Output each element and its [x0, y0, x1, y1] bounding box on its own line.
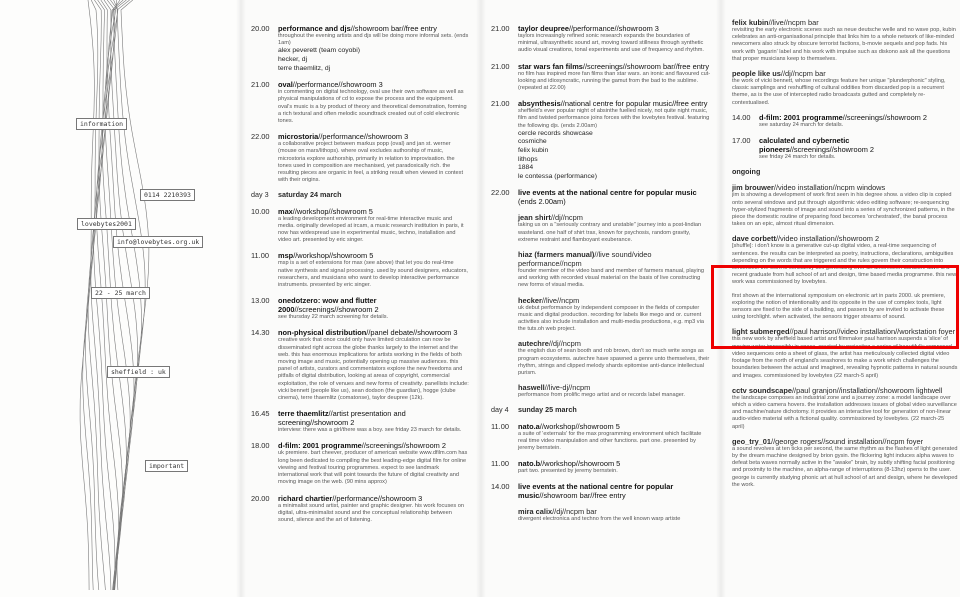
event-title: non-physical distribution — [278, 328, 367, 338]
sub-heading — [732, 327, 958, 336]
cover-strip — [0, 0, 240, 597]
event-entry — [491, 188, 711, 206]
event-entry — [491, 99, 711, 181]
sub-heading — [518, 296, 711, 305]
sub-title: hecker — [518, 295, 542, 305]
sub-title: jean shirt — [518, 213, 551, 223]
sub-entry — [732, 234, 958, 286]
day-heading — [251, 191, 469, 198]
event-body — [278, 494, 469, 525]
event-entry — [251, 441, 469, 486]
event-entry — [251, 251, 469, 289]
event-heading — [518, 62, 711, 71]
sub-title: dave corbett — [732, 234, 776, 244]
sub-description: the work of vicki bennett, whose recordings feature her unique "plunderphonic" styling, classic samplings and reshuffling of cultural oddities from discarded pop is a recurrent theme, as is the use of intercepted radio broadcasts gutted and completely re-contextualised. — [732, 78, 946, 106]
tag-important: important — [145, 460, 188, 472]
event-time: 22.00 — [251, 132, 270, 142]
sub-entry — [732, 69, 958, 107]
event-title: absynthesis — [518, 99, 561, 109]
event-description: uk premiere. bart cheever, producer of american website www.dfilm.com has long been dedicated to compiling the best leading-edge digital film for online viewing and festival touring programmes. expect to see landmark international work that will point towards the future of digital creativity and moving image on the web. (90 mins approx) — [278, 450, 468, 486]
sub-entry — [518, 339, 711, 377]
event-description: taylors increasingly refined sonic research expands the boundaries of minimal, ultrasynthetic sound art, moving toward stillness through synthetic audio visual creations, tonal experiments and use of frequency and rhythm. — [518, 33, 704, 54]
event-entry — [491, 24, 711, 55]
sub-heading — [732, 234, 958, 243]
tag-email[interactable]: info@lovebytes.org.uk — [113, 236, 203, 248]
sub-entry — [518, 296, 711, 334]
tag-information: information — [76, 118, 127, 130]
event-meta: (ends 2.00am) — [518, 197, 566, 207]
sub-title: people like us — [732, 69, 781, 79]
event-time: 20.00 — [251, 493, 270, 503]
tag-phone: 0114 2210393 — [140, 189, 195, 201]
event-description: see friday 24 march for details. — [759, 154, 836, 161]
sub-heading — [518, 507, 711, 516]
event-lineup-item: alex peverett (team coyobi) — [278, 47, 360, 55]
sub-heading — [732, 183, 958, 192]
event-title: calculated and cybernetic pioneers — [759, 136, 850, 155]
event-body — [278, 80, 469, 125]
event-time: 11.00 — [251, 251, 269, 261]
sub-description: a sound revolves at ten ticks per second, the same rhythm as the flashes of light generated by the dream machine designed by brion gysin. the flickering light induces alpha waves to defeat beta waves normally active in the "awake" brain, by subtly shifting facial positioning and proximity to the machine, an alpha-range of interruptions (8-13hz) opens to the user. george is currently studying phonic art at hull school of art and design, where he developed the work. — [732, 445, 958, 488]
event-body — [278, 296, 469, 321]
event-heading — [278, 80, 469, 89]
tag-lovebytes: lovebytes2001 — [77, 218, 136, 230]
event-meta: //workshop//showroom 5 — [539, 421, 620, 431]
sub-meta: //dj//ncpm bar — [780, 69, 826, 79]
event-body — [518, 459, 711, 475]
event-body — [518, 188, 711, 206]
event-time: 17.00 — [732, 136, 751, 146]
event-description: no film has inspired more fan films than star wars. an ironic and flavoured cut-looking and idiosyncratic, running the gamut from the bad to the sublime. (repeated at 22.00) — [518, 70, 711, 92]
event-heading — [278, 441, 469, 450]
event-meta: //performance//showroom 3 — [332, 493, 423, 503]
event-description: interview: there was a girl/there was a boy. see friday 23 march for details. — [278, 427, 462, 434]
event-title: nato.a — [518, 421, 540, 431]
event-time: 14.00 — [732, 112, 751, 122]
sub-heading — [732, 69, 958, 78]
event-heading — [759, 113, 958, 122]
event-heading — [278, 328, 469, 337]
event-entry — [491, 422, 711, 453]
event-entry — [251, 328, 469, 402]
event-time: 18.00 — [251, 441, 270, 451]
sub-description: divergent electronica and techno from the well known warp artiste — [518, 516, 681, 523]
event-description: a minimalist sound artist, painter and graphic designer. his work focuses on digital, ultra-minimalist sound and the conceptual relationship between sound, silence and the art of listening. — [278, 502, 464, 523]
event-title: nato.b — [518, 459, 541, 469]
sub-meta: //paul harrison//video installation//workstation foyer — [789, 327, 956, 337]
event-meta: //performance//showroom 3 — [292, 80, 383, 90]
sub-description: performance from prolific mego artist and or records label manager. — [518, 392, 685, 399]
event-description: msp is a set of extensions for max (see above) that let you do real-time native synthesis and signal processing. used by sound designers, educators, researchers, and musicians who want to develop interactive performance instruments. presented by eric singer. — [278, 260, 468, 289]
event-body — [759, 136, 958, 161]
event-entry — [251, 409, 469, 434]
event-meta: //screenings//showroom 2 — [361, 441, 447, 451]
event-body — [759, 113, 958, 129]
sub-title: felix kubin — [732, 18, 769, 27]
event-entry — [251, 132, 469, 184]
event-meta: //screenings//showroom 2 — [294, 305, 379, 315]
event-time: 13.00 — [251, 296, 270, 306]
sub-entry — [518, 507, 711, 523]
event-heading — [278, 207, 469, 216]
event-meta: //screenings//showroom 2 — [842, 112, 928, 122]
sub-entry — [732, 18, 958, 63]
event-entry — [251, 494, 469, 525]
event-description: throughout the evening artists and djs will be doing more informal sets. (ends 1am) — [278, 33, 469, 47]
event-time: 14.30 — [251, 328, 270, 338]
sub-description: revisiting the early electronic scenes such as neue deutsche welle and no wave pop, kubin celebrates an anti-organisational principle that links him to a whole network of like-minded newcomers also struck by obscure terrorist factions, b-movie sequels and pop fads. his work with 'gagarin' label and his work with impulse such as diskono ask all the questions that proper musicians keep to themselves. — [732, 27, 956, 62]
sub-meta: //paul granjon//installation//showroom lightwell — [791, 385, 943, 395]
sub-description: jim is showing a development of work first seen in his degree show. a video clip is copied onto several windows and put through algorithmic video editing software; re-sequencing hyper-stylized fragments of image and sound into a series of synchronized patterns, in the piece the domestic routine of preparing food becomes 'orchestrated', the banal process takes on an epic, almost ritual dimension. — [732, 192, 955, 228]
event-title: taylor deupree — [518, 24, 569, 33]
event-meta: //showroom bar//free entry — [539, 491, 626, 501]
event-description: sheffield's ever popular night of absinthe fuelled nicely, not quite night music, film and twisted performance joins forces with the lovebytes festival. featuring the following djs. (ends 2.00am) — [518, 108, 710, 129]
event-heading — [518, 24, 711, 33]
event-time: 20.00 — [251, 24, 270, 33]
event-body — [278, 132, 469, 184]
fold-shadow — [716, 0, 726, 597]
sub-description: taking us on a "seriously contrary and unstable" journey into a post-lindian wasteland. one half of shirt trax, known for psychosis, random gravity, extreme restraint and flamboyant exuberance. — [518, 222, 702, 243]
event-entry — [732, 136, 958, 161]
event-body — [278, 251, 469, 289]
programme-column-1 — [251, 24, 469, 597]
sub-entry — [732, 183, 958, 228]
sub-meta: //live//ncpm — [541, 295, 580, 305]
sub-meta: //dj//ncpm — [548, 339, 581, 349]
event-description: see thursday 22 march screening for details. — [278, 314, 389, 321]
event-title: live events at the national centre for popular music — [518, 188, 697, 198]
fold-shadow — [476, 0, 486, 597]
sub-meta: //video installation//ncpm windows — [773, 183, 886, 193]
sub-entry — [732, 327, 958, 379]
event-heading — [278, 296, 469, 314]
day-name: sunday 25 march — [518, 405, 577, 415]
sub-meta: //dj//ncpm bar — [552, 507, 597, 517]
sub-heading — [518, 213, 711, 222]
event-title: richard chartier — [278, 493, 333, 503]
event-title: msp — [278, 251, 294, 261]
event-meta: //screenings//showroom bar//free entry — [582, 61, 710, 71]
event-title: d-film: 2001 programme — [759, 112, 843, 122]
day-label: day 4 — [491, 405, 509, 415]
sub-meta: //george rogers//sound installation//ncpm foyer — [771, 436, 924, 446]
event-time: 22.00 — [491, 188, 510, 198]
sub-title: mira calix — [518, 507, 553, 517]
event-body — [278, 441, 469, 486]
event-lineup-item: le contessa (performance) — [518, 172, 597, 180]
sub-description: first shown at the international symposium on electronic art in paris 2000. uk premiere, exploring the notion of intentionality and its opposite in the use of complex tools, light sensors are fixed to the side of a building, and passers by are invited to activate these using torchlight. when activated, the sensors trigger streams of sound. — [732, 292, 946, 321]
event-lineup-item: terre thaemlitz, dj — [278, 64, 331, 72]
event-title: d-film: 2001 programme — [278, 441, 362, 451]
tag-location: sheffield : uk — [107, 366, 170, 378]
sub-meta: //video installation//showroom 2 — [775, 234, 880, 244]
event-title: onedotzero: wow and flutter 2000 — [278, 296, 377, 315]
event-entry — [491, 459, 711, 475]
event-body — [278, 207, 469, 245]
event-title: terre thaemlitz — [278, 409, 329, 419]
sub-description: the landscape composes an industrial zone and a journey zone: a model landscape over which a video camera hovers. the installation addresses issues of global video surveillance and machine/nature dichotomy. it provides an interactive tool for generation of non-linear audio-video material with a fictional quality. commissioned by lovebytes. (22 march-25 april) — [732, 394, 957, 430]
event-meta: //national centre for popular music//free entry — [560, 99, 708, 109]
event-entry — [251, 80, 469, 125]
event-title: oval — [278, 80, 293, 90]
event-meta: //screenings//showroom 2 — [789, 145, 875, 155]
event-heading — [518, 422, 711, 431]
event-description: in commenting on digital technology, oval use their own software as well as physical manipulations of cd to expose the process and the equipment. oval's music is a by product of theory and theoretical demonstration, forming a rich textural and often melodic soundtrack created out of cold electronic tones. — [278, 89, 467, 124]
event-lineup-item: lithops — [518, 155, 538, 163]
event-title: star wars fan films — [518, 61, 583, 71]
event-body — [518, 482, 711, 500]
event-heading — [518, 188, 711, 206]
event-description: creative work that once could only have limited circulation can now be disseminated right across the globe thanks largely to the internet and the web. this has enormous implications for artists working in the fields of both moving image and music, potentially opening up massive audiences. this panel of artists, curators and commentators explore the new freedoms and pitfalls of digital distribution, looking at areas of copyright, commercial exploitation, the role of venues and new forms of creativity. panellists include: vicki bennett (people like us), sean dodson (the guardian), hogge (clube cinema), terre thaemlitz (comatonse), taylor deupree (12k). — [278, 337, 469, 402]
event-lineup-item: felix kubin — [518, 147, 549, 155]
event-description: part two. presented by jeremy bernstein. — [518, 468, 618, 475]
event-entry — [491, 482, 711, 500]
event-time: 14.00 — [491, 482, 510, 492]
event-description: a leading development environment for real-time interactive music and media. originally developed at ircam, a music research institution in paris, it now has widespread use in experimental music, techno, installation and video art. presented by eric singer. — [278, 215, 464, 244]
sub-entry — [518, 213, 711, 244]
event-title: performance and djs — [278, 24, 351, 33]
sub-entry — [732, 293, 958, 322]
event-heading — [518, 459, 711, 468]
sub-title: geo_try_01 — [732, 436, 772, 446]
sub-heading — [518, 339, 711, 348]
sub-description: this new work by sheffield based artist and filmmaker paul harrison suspends a 'slice' of moving water impossibly in space, created by projecting a series of beautifully composed video sequences onto a sheet of glass, the artist has meticulously collected digital video footage from the north of england's seashores to make a work which challenges the boundaries between the actual and imagined, revealing hypnotic patterns in natural sounds and images. commissioned by lovebytes (22 march-5 april) — [732, 336, 958, 379]
event-title: max — [278, 206, 293, 216]
event-description: a suite of 'externals' for the max programming environment which facilitate real time video manipulation and other functions. part one. presented by jeremy bernstein. — [518, 430, 702, 452]
event-heading — [278, 24, 469, 33]
sub-meta: //dj//ncpm — [550, 213, 583, 223]
event-time: 16.45 — [251, 409, 270, 419]
sub-title: hiaz (farmers manual) — [518, 250, 595, 259]
day-name: saturday 24 march — [278, 190, 342, 200]
sub-entry — [732, 437, 958, 489]
event-description: see saturday 24 march for details. — [759, 121, 844, 128]
event-body — [518, 24, 711, 55]
event-meta: //workshop//showroom 5 — [293, 251, 374, 261]
sub-heading — [518, 250, 711, 268]
event-meta: //workshop//showroom 5 — [540, 459, 621, 469]
event-heading — [759, 136, 958, 154]
event-title: live events at the national centre for popular music — [518, 482, 674, 501]
event-body — [518, 62, 711, 93]
sub-meta: //live sound/video performance//ncpm — [518, 250, 652, 268]
event-time: 21.00 — [491, 99, 510, 109]
event-lineup-item: hecker, dj — [278, 56, 308, 63]
sub-entry — [518, 383, 711, 399]
event-body — [278, 24, 469, 73]
event-entry — [251, 24, 469, 73]
programme-column-3 — [732, 18, 958, 597]
tag-dates: 22 - 25 march — [91, 287, 150, 299]
event-time: 11.00 — [491, 459, 509, 469]
event-meta: //panel debate//showroom 3 — [366, 328, 458, 338]
event-meta: //artist presentation and screening//showroom 2 — [278, 409, 406, 428]
sub-title: light submerged — [732, 327, 790, 337]
event-body — [518, 99, 711, 181]
programme-column-2 — [491, 24, 711, 597]
sub-title: haswell — [518, 383, 545, 393]
fold-shadow — [236, 0, 246, 597]
event-heading — [278, 132, 469, 141]
sub-title: autechre — [518, 339, 549, 349]
event-heading — [278, 251, 469, 260]
event-entry — [251, 207, 469, 245]
event-entry — [491, 62, 711, 93]
event-meta: //performance//showroom 3 — [568, 24, 659, 33]
sub-description: the english duo of sean booth and rob brown, don't so much write songs as program ecosystems. autechre have spawned a genre unto themselves, their rhythm, strings and clipped melody shards epitomise anti-dance intellectual purism. — [518, 348, 710, 377]
event-body — [278, 409, 469, 434]
sub-entry — [732, 386, 958, 431]
sub-description: uk debut performance by independent composer in the fields of computer music and digital production. recording for labels like mego and or. current activities also include installation and multi-media productions, e.g. mp3 via the tuts.oh web project. — [518, 304, 704, 333]
sub-meta: //live-dj//ncpm — [544, 383, 591, 393]
event-entry — [732, 113, 958, 129]
day-heading — [491, 406, 711, 413]
event-time: 21.00 — [491, 24, 510, 33]
sub-entry — [518, 250, 711, 290]
event-body — [278, 328, 469, 402]
event-description: a collaborative project between markus popp (oval) and jan st. werner (mouse on mars/lithops). where oval excludes authorship of music, microstoria explore authorship, primarily in relation to improvisation. the tones used in composition are mechanised, yet paradoxically rich. the resulting pieces are organic in feel, a striking result when viewed in context with their origins. — [278, 141, 464, 184]
sub-meta: //live//ncpm bar — [768, 18, 819, 27]
event-time: 21.00 — [251, 80, 270, 90]
event-meta: //showroom bar//free entry — [350, 24, 437, 33]
sub-description: [shuffle]: i don't know is a generative cut-up digital video, a real-time sequencing of sentences. the results can be interpreted as poetry, instructions, declarations, ambiguities depending on the words that are triggered and the rules govern their construction into sentences. the work is constantly self generating over an unforeseen duration. dave is a recent graduate from hull school of art and design, time based media programme. this new work was commissioned by lovebytes. — [732, 243, 957, 286]
sub-heading — [732, 437, 958, 446]
event-heading — [278, 409, 469, 427]
event-title: microstoria — [278, 132, 319, 142]
event-body — [518, 422, 711, 453]
event-meta: //performance//showroom 3 — [318, 132, 409, 142]
event-lineup-item: cosmiche — [518, 138, 547, 146]
sub-heading — [518, 383, 711, 392]
sub-title: jim brouwer — [732, 183, 774, 193]
sub-heading — [732, 386, 958, 395]
ongoing-heading: ongoing — [732, 167, 761, 177]
event-time: 21.00 — [491, 61, 510, 71]
event-lineup-item: 1884 — [518, 164, 534, 172]
event-meta: //workshop//showroom 5 — [292, 206, 373, 216]
event-time: 10.00 — [251, 206, 270, 216]
event-time: 11.00 — [491, 421, 509, 431]
event-heading — [518, 99, 711, 108]
event-heading — [518, 482, 711, 500]
sub-heading — [732, 18, 958, 27]
event-heading — [278, 494, 469, 503]
event-lineup-item: cercle records showcase — [518, 129, 593, 137]
sub-title: cctv soundscape — [732, 385, 792, 395]
event-entry — [251, 296, 469, 321]
sub-description: founder member of the video band and member of farmers manual, playing and working with recorded visual material on the basis of live constructing new forms of visual media. — [518, 268, 704, 289]
day-label: day 3 — [251, 190, 269, 200]
